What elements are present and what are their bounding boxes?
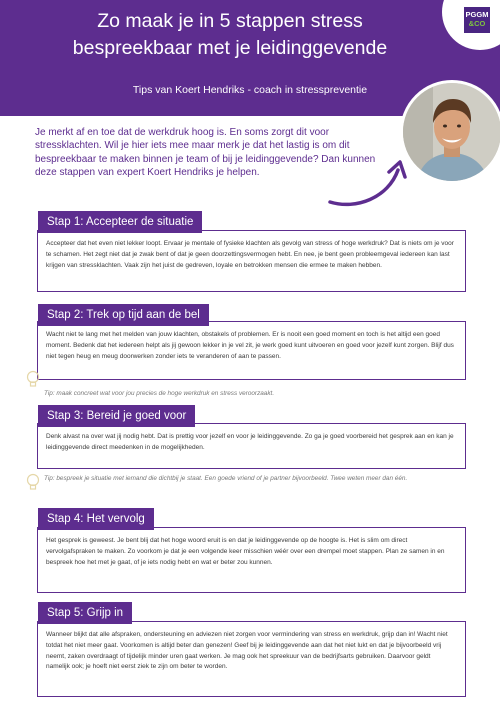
- step-4-label: Stap 4: Het vervolg: [38, 508, 154, 530]
- lightbulb-icon: [26, 473, 40, 493]
- page-subtitle: Tips van Koert Hendriks - coach in stresspreventie: [132, 84, 368, 96]
- step-3-text: Denk alvast na over wat jij nodig hebt. Dat is prettig voor jezelf en voor je leidinggevende. Zo ga je goed voorbereid het gesprek aan en kan je leidinggevende direct meedenken in de mogelijkheden.: [46, 433, 454, 451]
- step-5-box: [37, 621, 466, 697]
- logo-text-co: &CO: [468, 18, 486, 28]
- step-1-text: Accepteer dat het even niet lekker loopt. Ervaar je mentale of fysieke klachten als gevolg van stress of hoge werkdruk? Dat is niets om je voor te schamen. Het zegt niet dat je zwak bent of dat je geen doorzettingsvermogen hebt. En nee, je bent geen probleemgeval iedereen kan last krijgen van stressklachten. Vaak zijn het juist de gedreven, loyale en betrokken mensen die ermee te maken hebben.: [46, 240, 454, 269]
- step-2-tip: Tip: maak concreet wat voor jou precies de hoge werkdruk en stress veroorzaakt.: [44, 390, 275, 397]
- step-5-label: Stap 5: Grijp in: [38, 602, 132, 624]
- page-title: [50, 8, 410, 62]
- step-1-box: [37, 230, 466, 292]
- title-line-2: bespreekbaar met je leidinggevende: [72, 37, 388, 59]
- curved-arrow-icon: [326, 150, 412, 210]
- step-1-label: Stap 1: Accepteer de situatie: [38, 211, 202, 233]
- step-2-text: Wacht niet te lang met het melden van jouw klachten, obstakels of problemen. Er is nooit een goed moment en toch is het altijd een goed moment. Bedenk dat het iedereen helpt als jij gewoon lekker in je vel zit, je werk goed kunt uitvoeren en goed voor jezelf kunt zorgen. Blijf dus niet tegen heug en meug doorwerken zonder iets te veranderen of aan te passen.: [46, 331, 454, 360]
- coach-portrait: [400, 80, 500, 184]
- title-line-1: Zo maak je in 5 stappen stress: [97, 10, 363, 32]
- step-3-box: [37, 423, 466, 469]
- step-3-label: Stap 3: Bereid je goed voor: [38, 405, 195, 427]
- intro-text: Je merkt af en toe dat de werkdruk hoog is. En soms zorgt dit voor stressklachten. Wil je hier iets mee maar merk je dat het lastig is om dit bespreekbaar te maken binnen je team of bij je leidinggevende? Dan kunnen deze stappen van expert Koert Hendriks je helpen.: [35, 127, 376, 179]
- step-4-box: [37, 527, 466, 593]
- step-4-text: Het gesprek is geweest. Je bent blij dat het hoge woord eruit is en dat je leidinggevende op de hoogte is. Het is slim om direct vervolgafspraken te maken. Zo voorkom je dat je een volgende keer misschien wéér over een drempel moet stappen. Plan ze samen in en bespreek hoe het met je gaat, of je iets nodig hebt en wat er beter zou kunnen.: [46, 537, 445, 566]
- step-2-box: [37, 321, 466, 380]
- pggm-logo: [464, 7, 490, 33]
- step-2-label: Stap 2: Trek op tijd aan de bel: [38, 304, 209, 326]
- step-3-tip: Tip: bespreek je situatie met iemand die dichtbij je staat. Een goede vriend of je partner bijvoorbeeld. Twee weten meer dan één.: [44, 475, 408, 482]
- logo-text-pggm: PGGM: [465, 10, 489, 19]
- lightbulb-icon: [26, 370, 40, 390]
- step-5-text: Wanneer blijkt dat alle afspraken, ondersteuning en adviezen niet zorgen voor vermindering van stress en werkdruk, grijp dan in! Wacht niet totdat het niet meer gaat. Voorkomen is altijd beter dan genezen! Geef bij je leidinggevende aan dat het niet lukt en dat je bijvoorbeeld vrij neemt, zaken overdraagt of tijdelijk minder uren gaat werken. Je mag ook het spreekuur van de bedrijfsarts gebruiken. Daarvoor geldt namelijk ook; je hoeft niet eerst ziek te zijn om beter te worden.: [46, 631, 448, 671]
